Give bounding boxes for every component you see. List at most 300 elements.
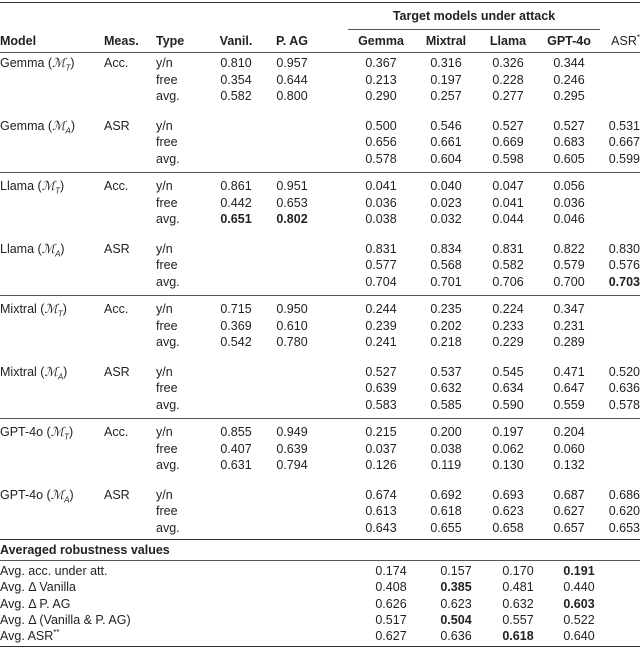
vanilla-cell (208, 134, 264, 151)
llama-cell: 0.658 (492, 520, 524, 535)
type-cell: y/n (156, 56, 173, 70)
vanilla-cell: 0.715 (220, 302, 252, 316)
llama-cell: 0.277 (492, 89, 524, 103)
measure-cell (104, 380, 156, 397)
col-pag: P. AG (276, 34, 308, 48)
col-model: Model (0, 34, 37, 48)
gpt4o-cell: 0.231 (553, 318, 585, 333)
vanilla-cell: 0.542 (220, 335, 252, 349)
mixtral-cell: 0.040 (430, 179, 462, 193)
vanilla-cell (208, 397, 264, 414)
gpt4o-cell: 0.527 (553, 118, 585, 133)
vanilla-cell (208, 151, 264, 168)
gemma-cell: 0.041 (365, 179, 397, 193)
model-name: Mixtral (0, 364, 37, 379)
gemma-cell: 0.613 (365, 504, 397, 518)
averaged-rule (0, 560, 640, 561)
measure-cell (104, 151, 156, 168)
gemma-cell: 0.213 (365, 72, 397, 87)
row-group (0, 178, 640, 228)
asr-cell: 0.520 (608, 364, 640, 379)
model-cell: GPT-4o (ℳ$_T$) (0, 424, 74, 442)
pag-cell (264, 520, 320, 537)
table-row (0, 134, 640, 151)
pag-cell: 0.794 (276, 458, 308, 472)
table-row (0, 457, 640, 474)
model-cell (0, 441, 104, 458)
llama-cell: 0.062 (492, 441, 524, 456)
gpt4o-cell: 0.647 (553, 381, 585, 395)
gpt4o-cell: 0.344 (553, 56, 585, 70)
type-cell: free (156, 258, 178, 272)
mixtral-cell: 0.537 (430, 364, 462, 379)
gemma-cell: 0.036 (365, 195, 397, 210)
table-row (0, 520, 640, 537)
gpt4o-cell: 0.603 (563, 596, 595, 611)
model-name: Mixtral (0, 302, 37, 316)
averaged-row (0, 596, 640, 612)
gemma-cell: 0.577 (365, 258, 397, 272)
type-cell: avg. (156, 520, 180, 535)
vanilla-cell: 0.354 (220, 72, 252, 87)
table-row (0, 274, 640, 291)
gpt4o-cell: 0.046 (553, 212, 585, 226)
llama-cell: 0.623 (492, 504, 524, 518)
mixtral-cell: 0.385 (440, 580, 472, 595)
type-cell: free (156, 381, 178, 395)
mixtral-cell: 0.568 (430, 258, 462, 272)
gemma-cell: 0.215 (365, 425, 397, 439)
table-row (0, 88, 640, 105)
llama-cell: 0.041 (492, 195, 524, 210)
gemma-cell: 0.656 (365, 135, 397, 149)
model-name: GPT-4o (0, 487, 44, 502)
mixtral-cell: 0.200 (430, 425, 462, 439)
model-name: Gemma (0, 118, 45, 133)
mixtral-cell: 0.636 (440, 629, 472, 644)
model-role-subscript: A (57, 372, 64, 381)
mixtral-cell: 0.546 (430, 118, 462, 133)
spacer (320, 211, 348, 228)
measure-cell (104, 211, 156, 228)
averaged-label: Avg. acc. under att. (0, 564, 108, 578)
spacer (320, 318, 348, 335)
gpt4o-cell: 0.295 (553, 89, 585, 103)
gpt4o-cell: 0.289 (553, 335, 585, 349)
gpt4o-cell: 0.627 (553, 504, 585, 518)
spacer (320, 88, 348, 105)
pag-cell: 0.802 (276, 212, 308, 226)
asr-cell: 0.703 (608, 274, 640, 289)
col-llama: Llama (489, 34, 527, 48)
pag-cell: 0.644 (276, 72, 308, 87)
measure-cell (104, 134, 156, 151)
table-row (0, 334, 640, 351)
asr-cell (600, 318, 640, 335)
llama-cell: 0.047 (492, 179, 524, 193)
mixtral-cell: 0.834 (430, 241, 462, 256)
llama-cell: 0.582 (492, 258, 524, 272)
asr-cell: 0.667 (608, 135, 640, 149)
table-row (0, 424, 640, 441)
gemma-cell: 0.290 (365, 89, 397, 103)
asr-cell (600, 72, 640, 89)
gpt4o-cell: 0.132 (553, 458, 585, 472)
model-role-subscript: T (55, 186, 60, 196)
model-cell (0, 211, 104, 228)
vanilla-cell (208, 503, 264, 520)
math-symbol: ℳ (44, 301, 58, 316)
averaged-row (0, 612, 640, 628)
model-cell: Gemma (ℳ$_A$) (0, 117, 75, 135)
math-symbol: ℳ (52, 55, 66, 70)
model-cell (0, 520, 104, 537)
pag-cell (264, 274, 320, 291)
gemma-cell: 0.627 (375, 629, 407, 644)
type-cell: avg. (156, 212, 180, 226)
table-row (0, 301, 640, 318)
mixtral-cell: 0.632 (430, 381, 462, 395)
row-group (0, 118, 640, 168)
model-cell (0, 257, 104, 274)
table-row (0, 503, 640, 520)
averaged-label: Avg. Δ (Vanilla & P. AG) (0, 612, 131, 627)
mixtral-cell: 0.604 (430, 151, 462, 166)
row-group (0, 55, 640, 105)
asr-cell: 0.531 (608, 118, 640, 133)
asr-cell (600, 88, 640, 105)
mixtral-cell: 0.692 (430, 487, 462, 502)
type-cell: free (156, 318, 178, 333)
table-row (0, 257, 640, 274)
table-row (0, 55, 640, 72)
vanilla-cell: 0.582 (220, 89, 252, 103)
gemma-cell: 0.244 (365, 302, 397, 316)
vanilla-cell: 0.861 (220, 179, 252, 193)
vanilla-cell (208, 257, 264, 274)
llama-cell: 0.598 (492, 151, 524, 166)
gpt4o-cell: 0.347 (553, 302, 585, 316)
bottom-rule (0, 646, 640, 647)
measure-cell: Acc. (104, 179, 129, 193)
model-cell (0, 397, 104, 414)
spacer (320, 520, 348, 537)
mixtral-cell: 0.585 (430, 397, 462, 412)
llama-cell: 0.481 (502, 580, 534, 595)
vanilla-cell (208, 380, 264, 397)
vanilla-cell (208, 274, 264, 291)
gemma-cell: 0.239 (365, 318, 397, 333)
mixtral-cell: 0.157 (440, 564, 472, 578)
model-cell: Mixtral (ℳ$_T$) (0, 301, 67, 319)
vanilla-cell: 0.651 (220, 212, 252, 226)
gemma-cell: 0.126 (365, 458, 397, 472)
gpt4o-cell: 0.657 (553, 520, 585, 535)
pag-cell (264, 380, 320, 397)
mixtral-cell: 0.504 (440, 612, 472, 627)
pag-cell (264, 134, 320, 151)
llama-cell: 0.228 (492, 72, 524, 87)
table-body (0, 55, 640, 536)
table-row (0, 318, 640, 335)
math-symbol: ℳ (41, 178, 56, 193)
table-row (0, 380, 640, 397)
measure-cell (104, 72, 156, 89)
col-gemma: Gemma (358, 34, 404, 48)
header-group-row (0, 3, 640, 31)
table-row (0, 211, 640, 228)
averaged-row (0, 563, 640, 579)
math-symbol: ℳ (44, 363, 58, 379)
model-cell (0, 151, 104, 168)
llama-cell: 0.326 (492, 56, 524, 70)
asr-cell (600, 441, 640, 458)
model-separator-rule (0, 418, 640, 419)
asr-cell: 0.620 (608, 504, 640, 518)
gpt4o-cell: 0.683 (553, 135, 585, 149)
gpt4o-cell: 0.687 (553, 487, 585, 502)
pag-cell: 0.639 (276, 441, 308, 456)
model-cell (0, 457, 104, 474)
type-cell: y/n (156, 487, 173, 502)
type-cell: avg. (156, 458, 180, 472)
vanilla-cell: 0.369 (220, 318, 252, 333)
gemma-cell: 0.626 (375, 596, 407, 611)
vanilla-cell: 0.407 (220, 441, 252, 456)
measure-cell (104, 257, 156, 274)
measure-cell (104, 318, 156, 335)
llama-cell: 0.634 (492, 381, 524, 395)
llama-cell: 0.233 (492, 318, 524, 333)
llama-cell: 0.044 (492, 212, 524, 226)
mixtral-cell: 0.202 (430, 318, 462, 333)
col-mixtral: Mixtral (425, 34, 467, 48)
pag-cell (264, 397, 320, 414)
llama-cell: 0.632 (502, 596, 534, 611)
type-cell: free (156, 441, 178, 456)
asterisk-superscript: * (636, 32, 640, 42)
target-models-group-label: Target models under attack (392, 9, 556, 23)
asr-cell (600, 334, 640, 351)
type-cell: free (156, 135, 178, 149)
table-row (0, 195, 640, 212)
measure-cell: ASR (104, 487, 130, 502)
model-cell (0, 134, 104, 151)
model-name: Gemma (0, 56, 45, 70)
pag-cell: 0.800 (276, 89, 308, 103)
gemma-cell: 0.037 (365, 441, 397, 456)
gpt4o-cell: 0.559 (553, 397, 585, 412)
gemma-cell: 0.517 (375, 612, 407, 627)
table-row (0, 72, 640, 89)
model-cell (0, 88, 104, 105)
measure-cell (104, 334, 156, 351)
measure-cell (104, 274, 156, 291)
model-separator-rule (0, 172, 640, 173)
pag-cell: 0.610 (276, 318, 308, 333)
asr-cell (600, 457, 640, 474)
table-row (0, 441, 640, 458)
gemma-cell: 0.241 (365, 335, 397, 349)
gemma-cell: 0.527 (365, 364, 397, 379)
row-group (0, 241, 640, 291)
spacer (320, 441, 348, 458)
measure-cell: Acc. (104, 56, 129, 70)
table-row (0, 178, 640, 195)
table-row (0, 397, 640, 414)
type-cell: y/n (156, 241, 173, 256)
asr-cell: 0.636 (608, 381, 640, 395)
model-role-subscript: A (64, 495, 70, 504)
pag-cell: 0.951 (276, 179, 308, 193)
gpt4o-cell: 0.605 (553, 151, 585, 166)
math-symbol: ℳ (50, 486, 65, 502)
row-group (0, 301, 640, 351)
table-row (0, 241, 640, 258)
vanilla-cell: 0.631 (220, 458, 252, 472)
gpt4o-cell: 0.440 (563, 580, 595, 595)
model-separator-rule (0, 295, 640, 296)
pag-cell: 0.780 (276, 335, 308, 349)
model-name: GPT-4o (0, 425, 44, 439)
llama-cell: 0.669 (492, 135, 524, 149)
math-symbol: ℳ (41, 240, 56, 256)
pag-cell: 0.949 (276, 425, 308, 439)
asterisk-superscript: ** (53, 628, 60, 638)
gemma-cell: 0.174 (375, 564, 407, 578)
spacer (320, 257, 348, 274)
measure-cell: ASR (104, 118, 130, 133)
asr-cell (600, 211, 640, 228)
spacer (320, 457, 348, 474)
vanilla-cell: 0.855 (220, 425, 252, 439)
gpt4o-cell: 0.579 (553, 258, 585, 272)
measure-cell: Acc. (104, 425, 129, 439)
gemma-cell: 0.674 (365, 487, 397, 502)
header-rule (0, 52, 640, 53)
mixtral-cell: 0.618 (430, 504, 462, 518)
model-cell (0, 318, 104, 335)
gemma-cell: 0.831 (365, 241, 397, 256)
measure-cell (104, 441, 156, 458)
type-cell: avg. (156, 89, 180, 103)
measure-cell (104, 520, 156, 537)
llama-cell: 0.229 (492, 335, 524, 349)
pag-cell: 0.950 (276, 302, 308, 316)
row-group (0, 364, 640, 414)
llama-cell: 0.557 (502, 612, 534, 627)
gpt4o-cell: 0.191 (563, 564, 595, 578)
model-cell: Mixtral (ℳ$_A$) (0, 363, 68, 381)
math-symbol: ℳ (50, 424, 65, 439)
mixtral-cell: 0.623 (440, 596, 472, 611)
model-role-subscript: T (65, 63, 71, 73)
mixtral-cell: 0.701 (430, 274, 462, 289)
asr-cell: 0.578 (608, 397, 640, 412)
averaged-label: Avg. Δ P. AG (0, 596, 71, 611)
vanilla-cell (208, 520, 264, 537)
col-type: Type (156, 34, 185, 48)
llama-cell: 0.831 (492, 241, 524, 256)
col-asr: ASR* (611, 32, 640, 48)
measure-cell: Acc. (104, 302, 129, 316)
measure-cell (104, 397, 156, 414)
measure-cell: ASR (104, 241, 130, 256)
model-cell (0, 274, 104, 291)
mixtral-cell: 0.032 (430, 212, 462, 226)
measure-cell (104, 457, 156, 474)
gpt4o-cell: 0.060 (553, 441, 585, 456)
model-cell: Gemma (ℳ$_T$) (0, 55, 75, 73)
llama-cell: 0.618 (502, 629, 534, 644)
llama-cell: 0.197 (492, 425, 524, 439)
type-cell: free (156, 504, 178, 518)
model-role-subscript: T (57, 309, 63, 319)
row-group (0, 424, 640, 474)
gemma-cell: 0.500 (365, 118, 397, 133)
model-cell (0, 72, 104, 89)
gpt4o-cell: 0.640 (563, 629, 595, 644)
model-cell: Llama (ℳ$_T$) (0, 178, 65, 196)
vanilla-cell: 0.442 (220, 195, 252, 210)
type-cell: y/n (156, 425, 173, 439)
pag-cell (264, 503, 320, 520)
mixtral-cell: 0.316 (430, 56, 462, 70)
llama-cell: 0.224 (492, 302, 524, 316)
model-cell (0, 195, 104, 212)
row-group (0, 487, 640, 537)
llama-cell: 0.130 (492, 458, 524, 472)
mixtral-cell: 0.218 (430, 335, 462, 349)
mixtral-cell: 0.119 (430, 458, 462, 472)
averaged-label: Avg. Δ Vanilla (0, 580, 76, 595)
group-underline (348, 29, 600, 30)
gemma-cell: 0.578 (365, 151, 397, 166)
gpt4o-cell: 0.204 (553, 425, 585, 439)
model-role-subscript: A (65, 126, 71, 135)
type-cell: avg. (156, 151, 180, 166)
pag-cell: 0.957 (276, 56, 308, 70)
spacer (320, 397, 348, 414)
gpt4o-cell: 0.522 (563, 612, 595, 627)
asr-cell: 0.576 (608, 258, 640, 272)
measure-cell (104, 88, 156, 105)
table-row (0, 118, 640, 135)
gemma-cell: 0.367 (365, 56, 397, 70)
spacer (320, 334, 348, 351)
model-name: Llama (0, 179, 35, 193)
spacer (320, 503, 348, 520)
gemma-cell: 0.408 (375, 580, 407, 595)
type-cell: avg. (156, 397, 180, 412)
mixtral-cell: 0.197 (430, 72, 462, 87)
llama-cell: 0.706 (492, 274, 524, 289)
type-cell: free (156, 195, 178, 210)
type-cell: y/n (156, 364, 173, 379)
gemma-cell: 0.038 (365, 212, 397, 226)
llama-cell: 0.693 (492, 487, 524, 502)
spacer (320, 274, 348, 291)
averaged-row (0, 628, 640, 644)
col-meas: Meas. (104, 34, 139, 48)
averaged-label: Avg. ASR** (0, 628, 60, 644)
model-cell (0, 380, 104, 397)
type-cell: y/n (156, 302, 173, 316)
gpt4o-cell: 0.471 (553, 364, 585, 379)
asr-cell: 0.599 (608, 151, 640, 166)
spacer (320, 195, 348, 212)
gemma-cell: 0.639 (365, 381, 397, 395)
